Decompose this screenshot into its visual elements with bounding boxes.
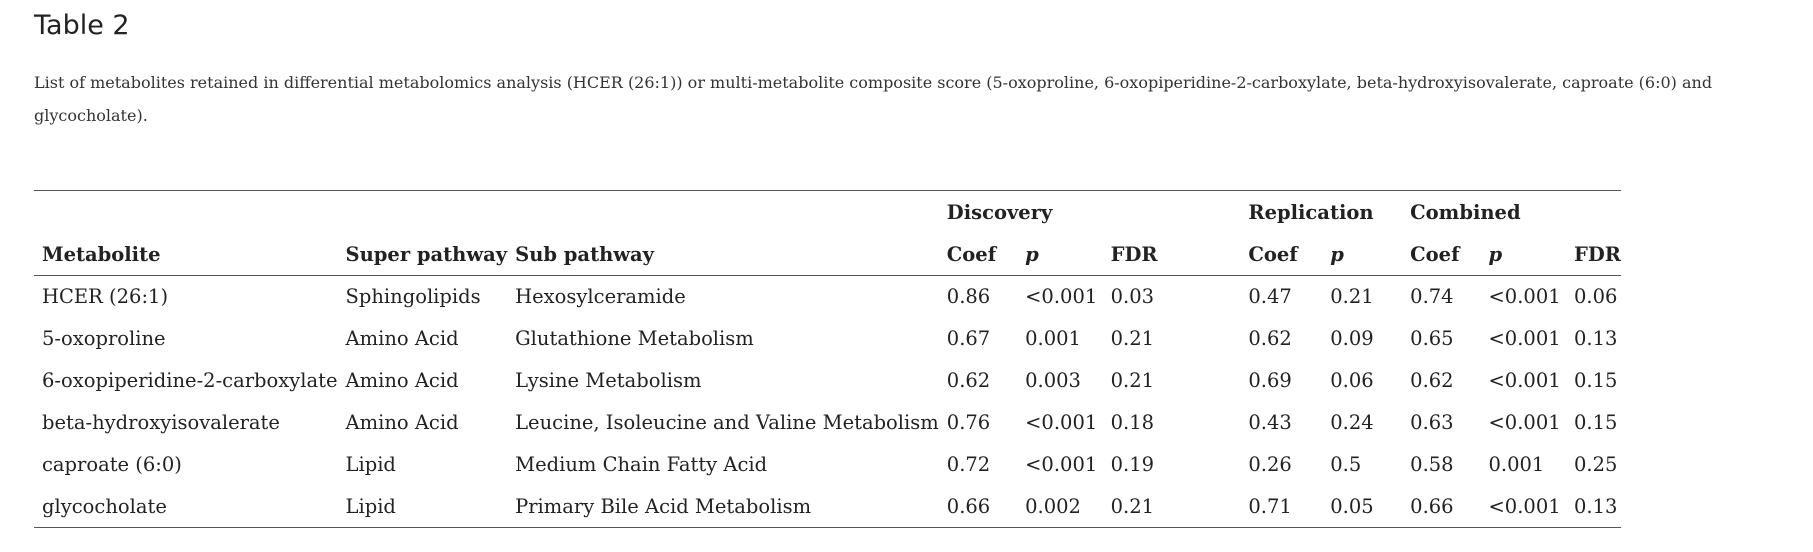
cell-replication-p: 0.24	[1330, 410, 1374, 434]
cell-combined-coef: 0.74	[1410, 285, 1454, 308]
cell-discovery-fdr: 0.21	[1110, 368, 1155, 392]
cell-discovery-p: <0.001	[1025, 285, 1098, 308]
cell-replication-coef: 0.47	[1248, 285, 1292, 308]
cell-discovery-coef: 0.67	[946, 326, 991, 350]
cell-combined-coef: 0.58	[1410, 452, 1454, 476]
cell-combined-coef: 0.62	[1410, 368, 1454, 392]
col-discovery-p: p	[1017, 233, 1103, 276]
col-replication-coef: Coef	[1240, 233, 1322, 276]
cell-metabolite: HCER (26:1)	[42, 285, 169, 308]
cell-combined-fdr: 0.15	[1573, 368, 1618, 392]
cell-discovery-coef: 0.86	[946, 285, 991, 308]
cell-metabolite: 5-oxoproline	[42, 326, 166, 350]
cell-combined-p: <0.001	[1488, 368, 1561, 392]
cell-replication-p: 0.21	[1330, 285, 1374, 308]
cell-discovery-p: <0.001	[1025, 452, 1098, 476]
table-row	[34, 359, 1621, 401]
cell-metabolite: 6-oxopiperidine-2-carboxylate	[42, 368, 338, 392]
cell-replication-coef: 0.43	[1248, 410, 1292, 434]
table-row	[34, 443, 1621, 485]
cell-discovery-fdr: 0.18	[1110, 410, 1155, 434]
table-title: Table 2	[34, 10, 130, 41]
cell-replication-coef: 0.71	[1248, 494, 1292, 518]
cell-super-pathway: Amino Acid	[345, 368, 459, 392]
cell-sub-pathway: Lysine Metabolism	[515, 368, 702, 392]
group-header-row	[34, 191, 1621, 234]
col-metabolite: Metabolite	[34, 233, 338, 276]
col-discovery-fdr: FDR	[1103, 233, 1241, 276]
column-header-row	[34, 233, 1621, 276]
cell-sub-pathway: Leucine, Isoleucine and Valine Metabolism	[515, 410, 939, 434]
col-combined-fdr: FDR	[1566, 233, 1621, 276]
cell-discovery-p: 0.001	[1025, 326, 1081, 350]
cell-combined-p: <0.001	[1488, 494, 1561, 518]
group-combined: Combined	[1410, 200, 1521, 224]
cell-metabolite: caproate (6:0)	[42, 452, 182, 476]
cell-discovery-coef: 0.76	[946, 410, 991, 434]
cell-replication-p: 0.05	[1330, 494, 1374, 518]
cell-combined-p: <0.001	[1488, 326, 1561, 350]
table-row	[34, 276, 1621, 318]
cell-replication-coef: 0.62	[1248, 326, 1292, 350]
cell-discovery-fdr: 0.03	[1110, 285, 1155, 308]
cell-super-pathway: Lipid	[345, 494, 396, 518]
cell-discovery-fdr: 0.21	[1110, 326, 1155, 350]
cell-replication-p: 0.5	[1330, 452, 1362, 476]
group-replication: Replication	[1248, 200, 1374, 224]
cell-super-pathway: Sphingolipids	[345, 285, 481, 308]
cell-discovery-coef: 0.66	[946, 494, 991, 518]
col-replication-p: p	[1322, 233, 1402, 276]
cell-discovery-fdr: 0.19	[1110, 452, 1155, 476]
cell-discovery-p: <0.001	[1025, 410, 1098, 434]
table-row	[34, 401, 1621, 443]
cell-sub-pathway: Primary Bile Acid Metabolism	[515, 494, 812, 518]
cell-sub-pathway: Medium Chain Fatty Acid	[515, 452, 768, 476]
cell-combined-coef: 0.65	[1410, 326, 1454, 350]
cell-super-pathway: Amino Acid	[345, 410, 459, 434]
cell-metabolite: glycocholate	[42, 494, 167, 518]
metabolites-table	[34, 190, 1621, 528]
cell-metabolite: beta-hydroxyisovalerate	[42, 410, 280, 434]
cell-replication-p: 0.09	[1330, 326, 1374, 350]
table-row	[34, 317, 1621, 359]
col-sub-pathway: Sub pathway	[507, 233, 939, 276]
table-row	[34, 485, 1621, 528]
cell-discovery-coef: 0.62	[946, 368, 991, 392]
cell-combined-p: <0.001	[1488, 410, 1561, 434]
cell-discovery-p: 0.002	[1025, 494, 1081, 518]
cell-discovery-coef: 0.72	[946, 452, 991, 476]
cell-combined-p: <0.001	[1488, 285, 1561, 308]
col-combined-coef: Coef	[1402, 233, 1480, 276]
cell-combined-fdr: 0.13	[1573, 494, 1618, 518]
cell-super-pathway: Lipid	[345, 452, 396, 476]
cell-discovery-p: 0.003	[1025, 368, 1081, 392]
col-discovery-coef: Coef	[939, 233, 1017, 276]
cell-combined-fdr: 0.13	[1573, 326, 1618, 350]
col-combined-p: p	[1480, 233, 1566, 276]
col-super-pathway: Super pathway	[338, 233, 508, 276]
cell-combined-fdr: 0.06	[1573, 285, 1618, 308]
table-caption: List of metabolites retained in differential metabolomics analysis (HCER (26:1)) or multi-metabolite composite score (5-oxoproline, 6-oxopiperidine-2-carboxylate, beta-hydroxyisovalerate, caproate (6:0) and glycocholate).	[34, 73, 1713, 125]
cell-sub-pathway: Glutathione Metabolism	[515, 326, 754, 350]
cell-combined-coef: 0.66	[1410, 494, 1454, 518]
cell-discovery-fdr: 0.21	[1110, 494, 1155, 518]
cell-combined-p: 0.001	[1488, 452, 1545, 476]
cell-combined-fdr: 0.15	[1573, 410, 1618, 434]
cell-combined-fdr: 0.25	[1573, 452, 1618, 476]
cell-replication-coef: 0.69	[1248, 368, 1292, 392]
cell-super-pathway: Amino Acid	[345, 326, 459, 350]
cell-replication-p: 0.06	[1330, 368, 1374, 392]
cell-replication-coef: 0.26	[1248, 452, 1292, 476]
group-discovery: Discovery	[946, 200, 1053, 224]
cell-sub-pathway: Hexosylceramide	[515, 285, 686, 308]
cell-combined-coef: 0.63	[1410, 410, 1454, 434]
